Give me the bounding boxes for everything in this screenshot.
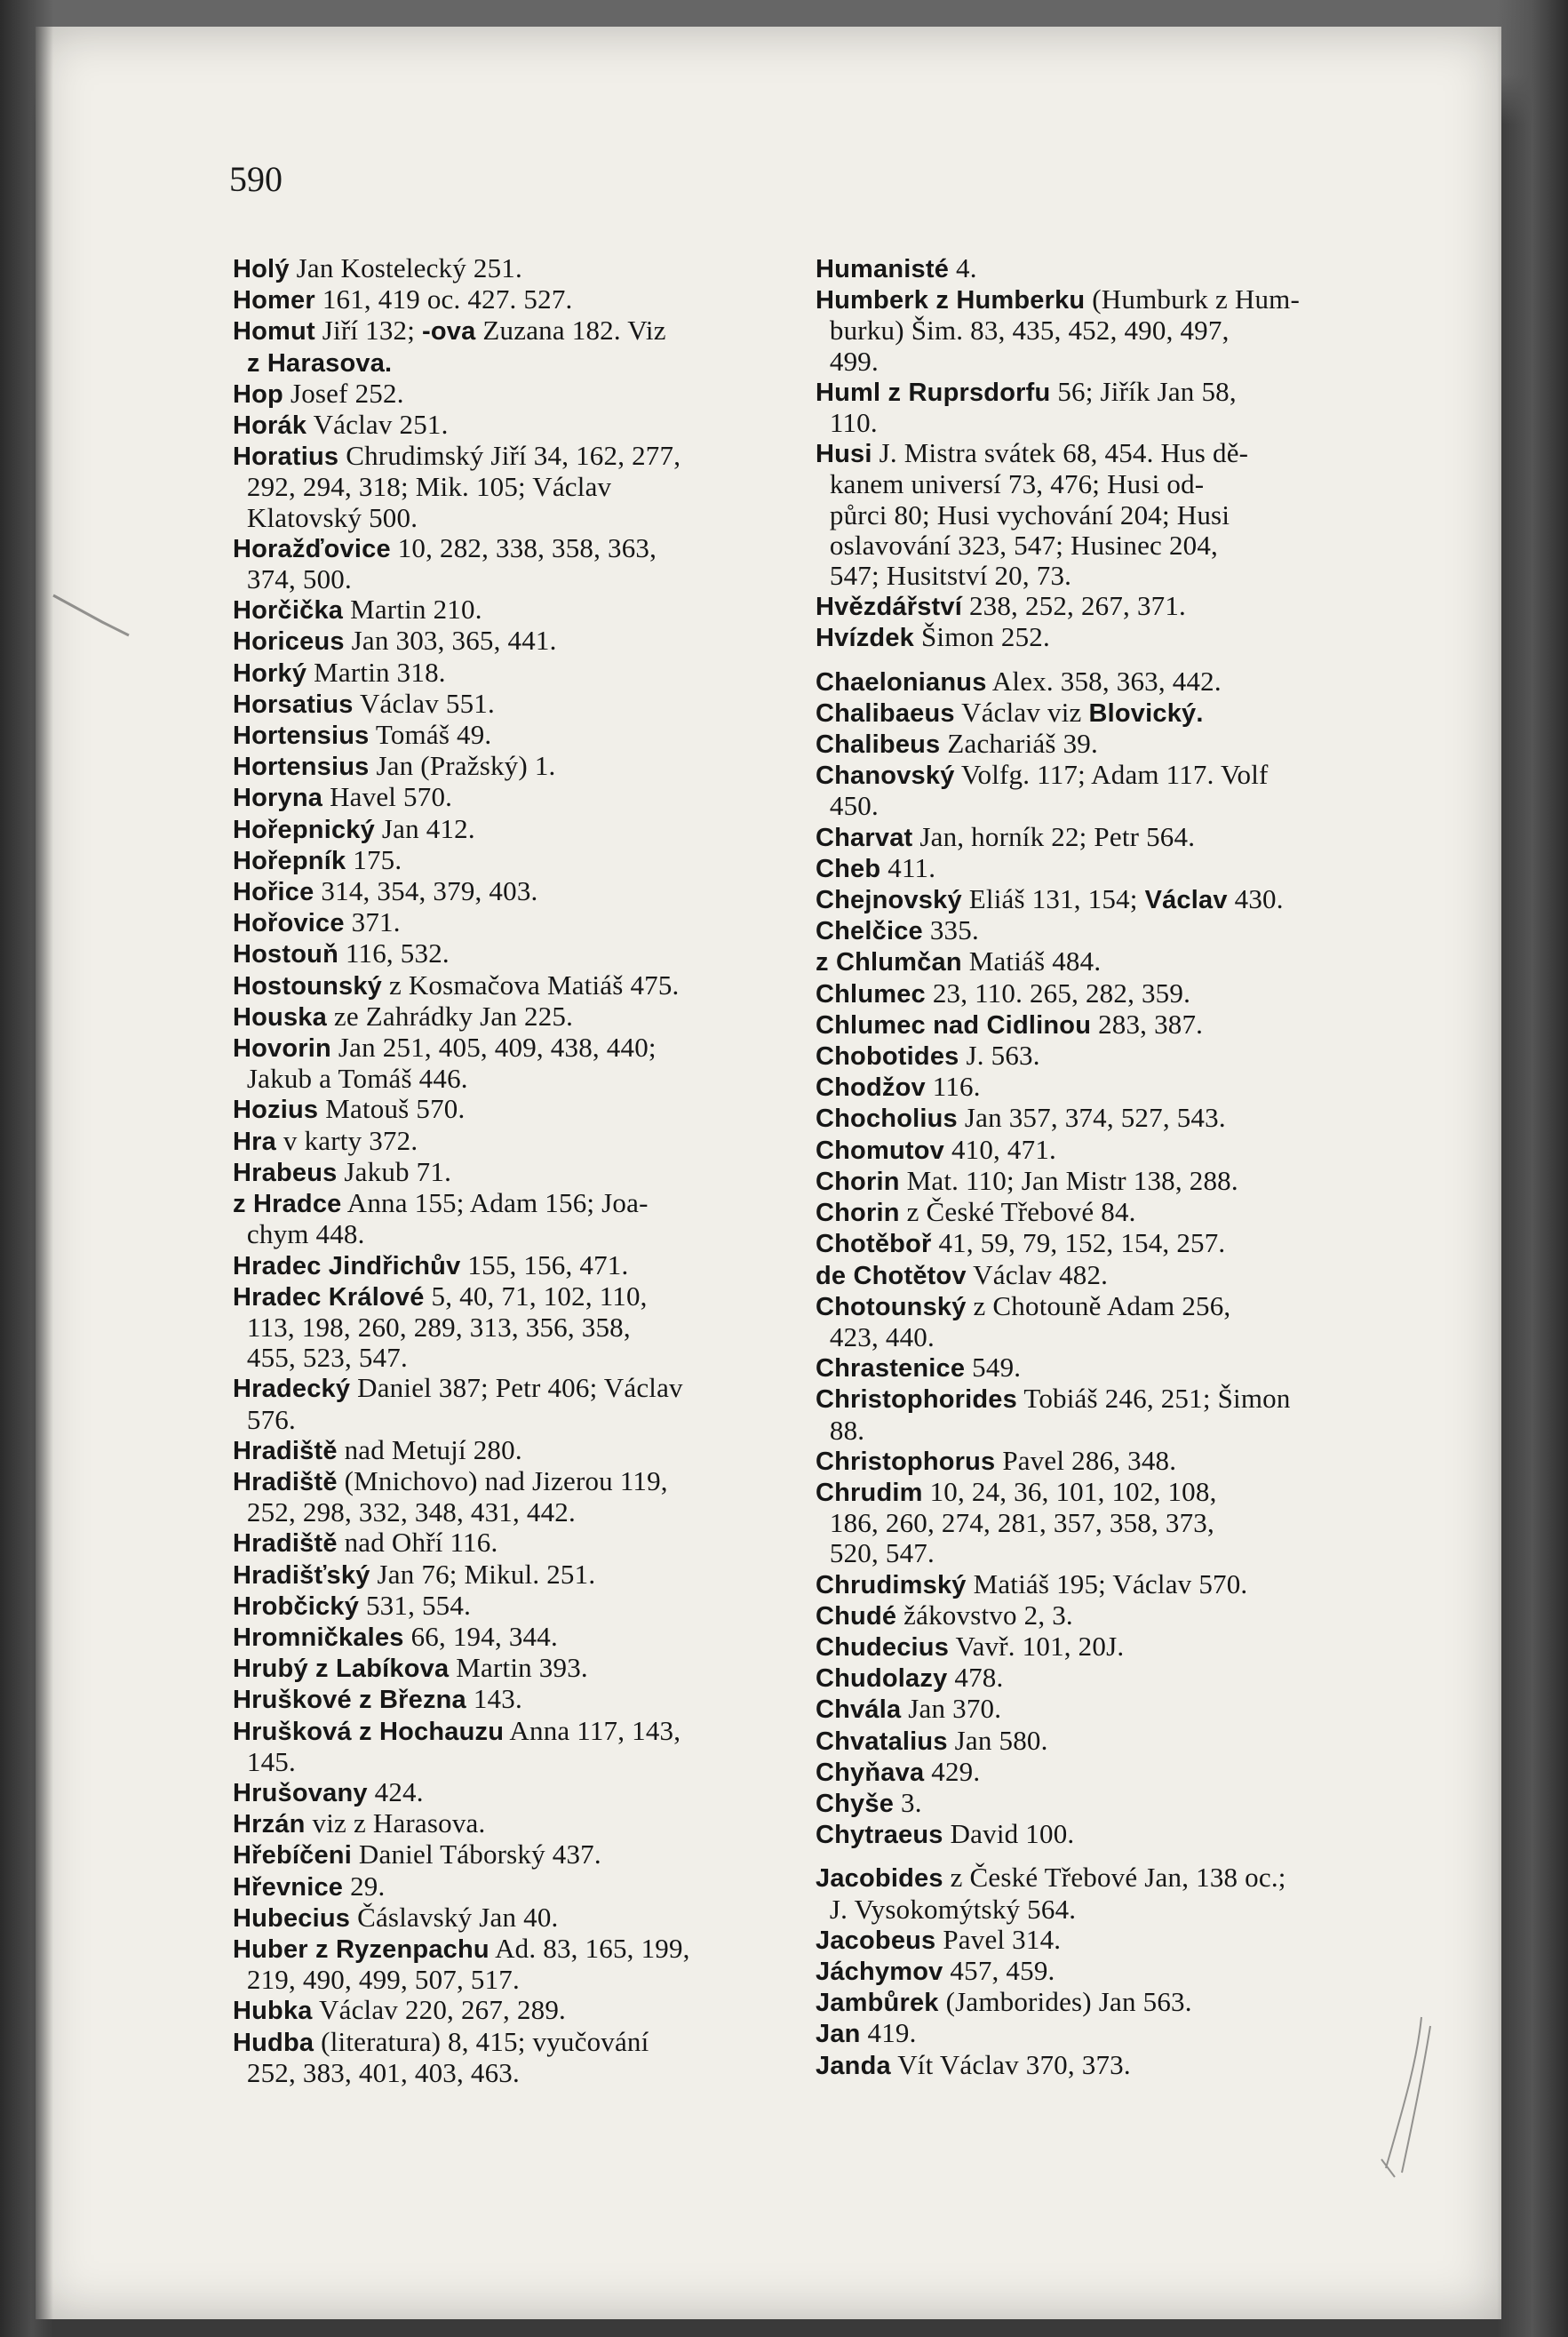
page-number: 590 xyxy=(229,159,283,199)
index-entry: Chudolazy 478. xyxy=(816,1662,1004,1694)
index-entry: Chelčice 335. xyxy=(816,914,979,946)
index-entry: Chlumec 23, 110. 265, 282, 359. xyxy=(816,977,1191,1009)
index-entry: z Chlumčan Matiáš 484. xyxy=(816,945,1102,977)
index-entry: Christophorides Tobiáš 246, 251; Šimon xyxy=(816,1383,1291,1415)
index-entry: Hořepník 175. xyxy=(233,843,402,875)
index-entry: Cheb 411. xyxy=(816,851,936,883)
index-entry: Chalibaeus Václav viz Blovický. xyxy=(816,696,1204,728)
index-entry: z Hradce Anna 155; Adam 156; Joa- xyxy=(233,1187,649,1219)
index-entry: Hubka Václav 220, 267, 289. xyxy=(233,1994,567,2026)
index-entry: Hortensius Jan (Pražský) 1. xyxy=(233,750,556,782)
index-entry-continuation: 520, 547. xyxy=(829,1537,935,1569)
scan-shadow-right xyxy=(1497,0,1568,2337)
index-entry-continuation: 292, 294, 318; Mik. 105; Václav xyxy=(246,471,612,503)
index-entry: Chomutov 410, 471. xyxy=(816,1133,1056,1165)
index-entry: Hrzán viz z Harasova. xyxy=(233,1807,486,1839)
index-entry: Hořice 314, 354, 379, 403. xyxy=(233,875,538,907)
index-entry: Hudba (literatura) 8, 415; vyučování xyxy=(233,2025,649,2057)
index-entry: Hovorin Jan 251, 405, 409, 438, 440; xyxy=(233,1032,657,1064)
index-entry: de Chotětov Václav 482. xyxy=(816,1258,1109,1290)
index-entry-continuation: Jakub a Tomáš 446. xyxy=(246,1063,468,1095)
index-entry-continuation: Klatovský 500. xyxy=(246,501,418,533)
index-entry: Hozius Matouš 570. xyxy=(233,1093,466,1125)
index-entry: Hradec Jindřichův 155, 156, 471. xyxy=(233,1248,629,1280)
index-entry-continuation: 186, 260, 274, 281, 357, 358, 373, xyxy=(829,1507,1214,1539)
index-entry: Hrabeus Jakub 71. xyxy=(233,1155,452,1187)
index-entry: Hrubý z Labíkova Martin 393. xyxy=(233,1652,588,1684)
index-entry: Chyše 3. xyxy=(816,1786,922,1818)
index-entry: Chrudimský Matiáš 195; Václav 570. xyxy=(816,1567,1248,1599)
index-entry-continuation: z Harasova. xyxy=(246,348,393,378)
index-entry: Hrobčický 531, 554. xyxy=(233,1589,472,1621)
index-entry: Chrudim 10, 24, 36, 101, 102, 108, xyxy=(816,1475,1217,1507)
index-entry-continuation: oslavování 323, 547; Husinec 204, xyxy=(829,529,1219,561)
index-entry: Chodžov 116. xyxy=(816,1071,981,1103)
index-entry: Charvat Jan, horník 22; Petr 564. xyxy=(816,820,1196,852)
index-entry-continuation: 219, 490, 499, 507, 517. xyxy=(246,1964,520,1996)
index-entry-continuation: 423, 440. xyxy=(829,1320,935,1352)
index-entry: Chaelonianus Alex. 358, 363, 442. xyxy=(816,665,1222,697)
index-entry: Chudecius Vavř. 101, 20J. xyxy=(816,1630,1125,1662)
index-entry: Huber z Ryzenpachu Ad. 83, 165, 199, xyxy=(233,1932,690,1964)
index-entry: Homut Jiří 132; -ova Zuzana 182. Viz xyxy=(233,315,666,347)
margin-scratch-icon xyxy=(49,586,138,640)
index-entry: Houska ze Zahrádky Jan 225. xyxy=(233,1000,574,1032)
index-entry: Homer 161, 419 oc. 427. 527. xyxy=(233,283,573,315)
index-entry-continuation: 576. xyxy=(246,1403,296,1435)
index-entry: Chotounský z Chotouně Adam 256, xyxy=(816,1289,1231,1321)
index-entry-continuation: 88. xyxy=(829,1414,865,1446)
index-entry: Horsatius Václav 551. xyxy=(233,687,495,719)
index-entry: Chorin Mat. 110; Jan Mistr 138, 288. xyxy=(816,1164,1238,1196)
index-entry: Chotěboř 41, 59, 79, 152, 154, 257. xyxy=(816,1227,1226,1259)
index-entry: Horiceus Jan 303, 365, 441. xyxy=(233,625,557,657)
index-entry: Jambůrek (Jamborides) Jan 563. xyxy=(816,1986,1192,2018)
pencil-mark-icon xyxy=(1368,2008,1448,2186)
index-entry: Hradecký Daniel 387; Petr 406; Václav xyxy=(233,1372,683,1404)
index-entry-continuation: burku) Šim. 83, 435, 452, 490, 497, xyxy=(829,315,1230,347)
index-entry: Hrušková z Hochauzu Anna 117, 143, xyxy=(233,1714,681,1746)
index-entry: Hradišťský Jan 76; Mikul. 251. xyxy=(233,1558,596,1590)
index-entry: Huml z Ruprsdorfu 56; Jiřík Jan 58, xyxy=(816,375,1237,407)
index-entry: Hřevnice 29. xyxy=(233,1870,386,1902)
index-entry: Chudé žákovstvo 2, 3. xyxy=(816,1599,1073,1631)
index-entry: Hrušovany 424. xyxy=(233,1775,424,1807)
index-entry-continuation: 145. xyxy=(246,1745,296,1777)
index-entry: Hra v karty 372. xyxy=(233,1124,418,1156)
index-entry: Chalibeus Zachariáš 39. xyxy=(816,728,1098,760)
index-entry-continuation: 110. xyxy=(829,407,878,439)
index-entry: Horažďovice 10, 282, 338, 358, 363, xyxy=(233,531,657,563)
index-entry: Chobotides J. 563. xyxy=(816,1040,1040,1072)
index-entry: Hortensius Tomáš 49. xyxy=(233,719,492,751)
index-entry: Hromničkales 66, 194, 344. xyxy=(233,1620,558,1652)
index-entry-continuation: 455, 523, 547. xyxy=(246,1342,408,1374)
index-entry: Hostounský z Kosmačova Matiáš 475. xyxy=(233,969,680,1001)
index-entry: Horák Václav 251. xyxy=(233,409,449,441)
index-entry: Humanisté 4. xyxy=(816,252,977,283)
scan-shadow-left xyxy=(0,0,53,2337)
index-entry: Jacobeus Pavel 314. xyxy=(816,1923,1062,1955)
index-entry: Holý Jan Kostelecký 251. xyxy=(233,252,522,283)
index-column-left xyxy=(233,253,771,2088)
index-entry-continuation: 499. xyxy=(829,345,879,377)
index-entry: Hubecius Čáslavský Jan 40. xyxy=(233,1901,559,1933)
index-column-right xyxy=(816,253,1354,2081)
index-entry: Hradiště nad Ohří 116. xyxy=(233,1527,498,1559)
index-entry: Hostouň 116, 532. xyxy=(233,937,450,969)
index-entry: Hradec Králové 5, 40, 71, 102, 110, xyxy=(233,1280,648,1312)
index-entry-continuation: 450. xyxy=(829,790,879,822)
index-entry: Horyna Havel 570. xyxy=(233,781,453,813)
index-entry: Chyňava 429. xyxy=(816,1755,981,1787)
index-entry: Horký Martin 318. xyxy=(233,656,446,688)
index-entry: Husi J. Mistra svátek 68, 454. Hus dě- xyxy=(816,437,1249,469)
index-entry-continuation: půrci 80; Husi vychování 204; Husi xyxy=(829,499,1230,530)
index-entry: Chocholius Jan 357, 374, 527, 543. xyxy=(816,1102,1226,1134)
index-entry: Chlumec nad Cidlinou 283, 387. xyxy=(816,1008,1204,1040)
index-entry: Janda Vít Václav 370, 373. xyxy=(816,2048,1131,2080)
index-entry: Hvízdek Šimon 252. xyxy=(816,621,1050,653)
index-entry-continuation: 374, 500. xyxy=(246,563,352,595)
index-entry: Hradiště (Mnichovo) nad Jizerou 119, xyxy=(233,1464,668,1496)
index-entry: Humberk z Humberku (Humburk z Hum- xyxy=(816,283,1301,315)
index-entry-continuation: 113, 198, 260, 289, 313, 356, 358, xyxy=(246,1311,631,1343)
index-entry: Chejnovský Eliáš 131, 154; Václav 430. xyxy=(816,883,1284,915)
index-entry: Jacobides z České Třebové Jan, 138 oc.; xyxy=(816,1862,1286,1894)
index-entry-continuation: kanem universí 73, 476; Husi od- xyxy=(829,468,1205,500)
index-entry-continuation: chym 448. xyxy=(246,1218,365,1250)
index-entry: Hradiště nad Metují 280. xyxy=(233,1433,522,1465)
index-entry: Hřebíčeni Daniel Táborský 437. xyxy=(233,1838,601,1870)
index-entry: Hořepnický Jan 412. xyxy=(233,812,475,844)
index-entry-continuation: 252, 298, 332, 348, 431, 442. xyxy=(246,1496,576,1528)
index-entry: Hořovice 371. xyxy=(233,906,401,938)
index-entry: Jan 419. xyxy=(816,2017,917,2049)
index-entry: Chanovský Volfg. 117; Adam 117. Volf xyxy=(816,759,1269,791)
index-entry: Horatius Chrudimský Jiří 34, 162, 277, xyxy=(233,440,681,472)
index-entry: Hop Josef 252. xyxy=(233,377,404,409)
index-entry: Jáchymov 457, 459. xyxy=(816,1954,1055,1986)
index-entry: Chrastenice 549. xyxy=(816,1352,1022,1384)
index-entry-continuation: 252, 383, 401, 403, 463. xyxy=(246,2056,520,2088)
index-entry: Hvězdářství 238, 252, 267, 371. xyxy=(816,590,1187,622)
index-entry: Chytraeus David 100. xyxy=(816,1818,1075,1850)
index-entry: Hruškové z Března 143. xyxy=(233,1683,522,1715)
index-entry-continuation: 547; Husitství 20, 73. xyxy=(829,560,1072,592)
index-entry-continuation: J. Vysokomýtský 564. xyxy=(829,1893,1077,1925)
index-entry: Chvatalius Jan 580. xyxy=(816,1724,1048,1756)
index-entry: Chorin z České Třebové 84. xyxy=(816,1196,1136,1228)
index-entry: Chvála Jan 370. xyxy=(816,1693,1002,1725)
index-entry: Christophorus Pavel 286, 348. xyxy=(816,1444,1177,1476)
index-entry: Horčička Martin 210. xyxy=(233,594,482,626)
